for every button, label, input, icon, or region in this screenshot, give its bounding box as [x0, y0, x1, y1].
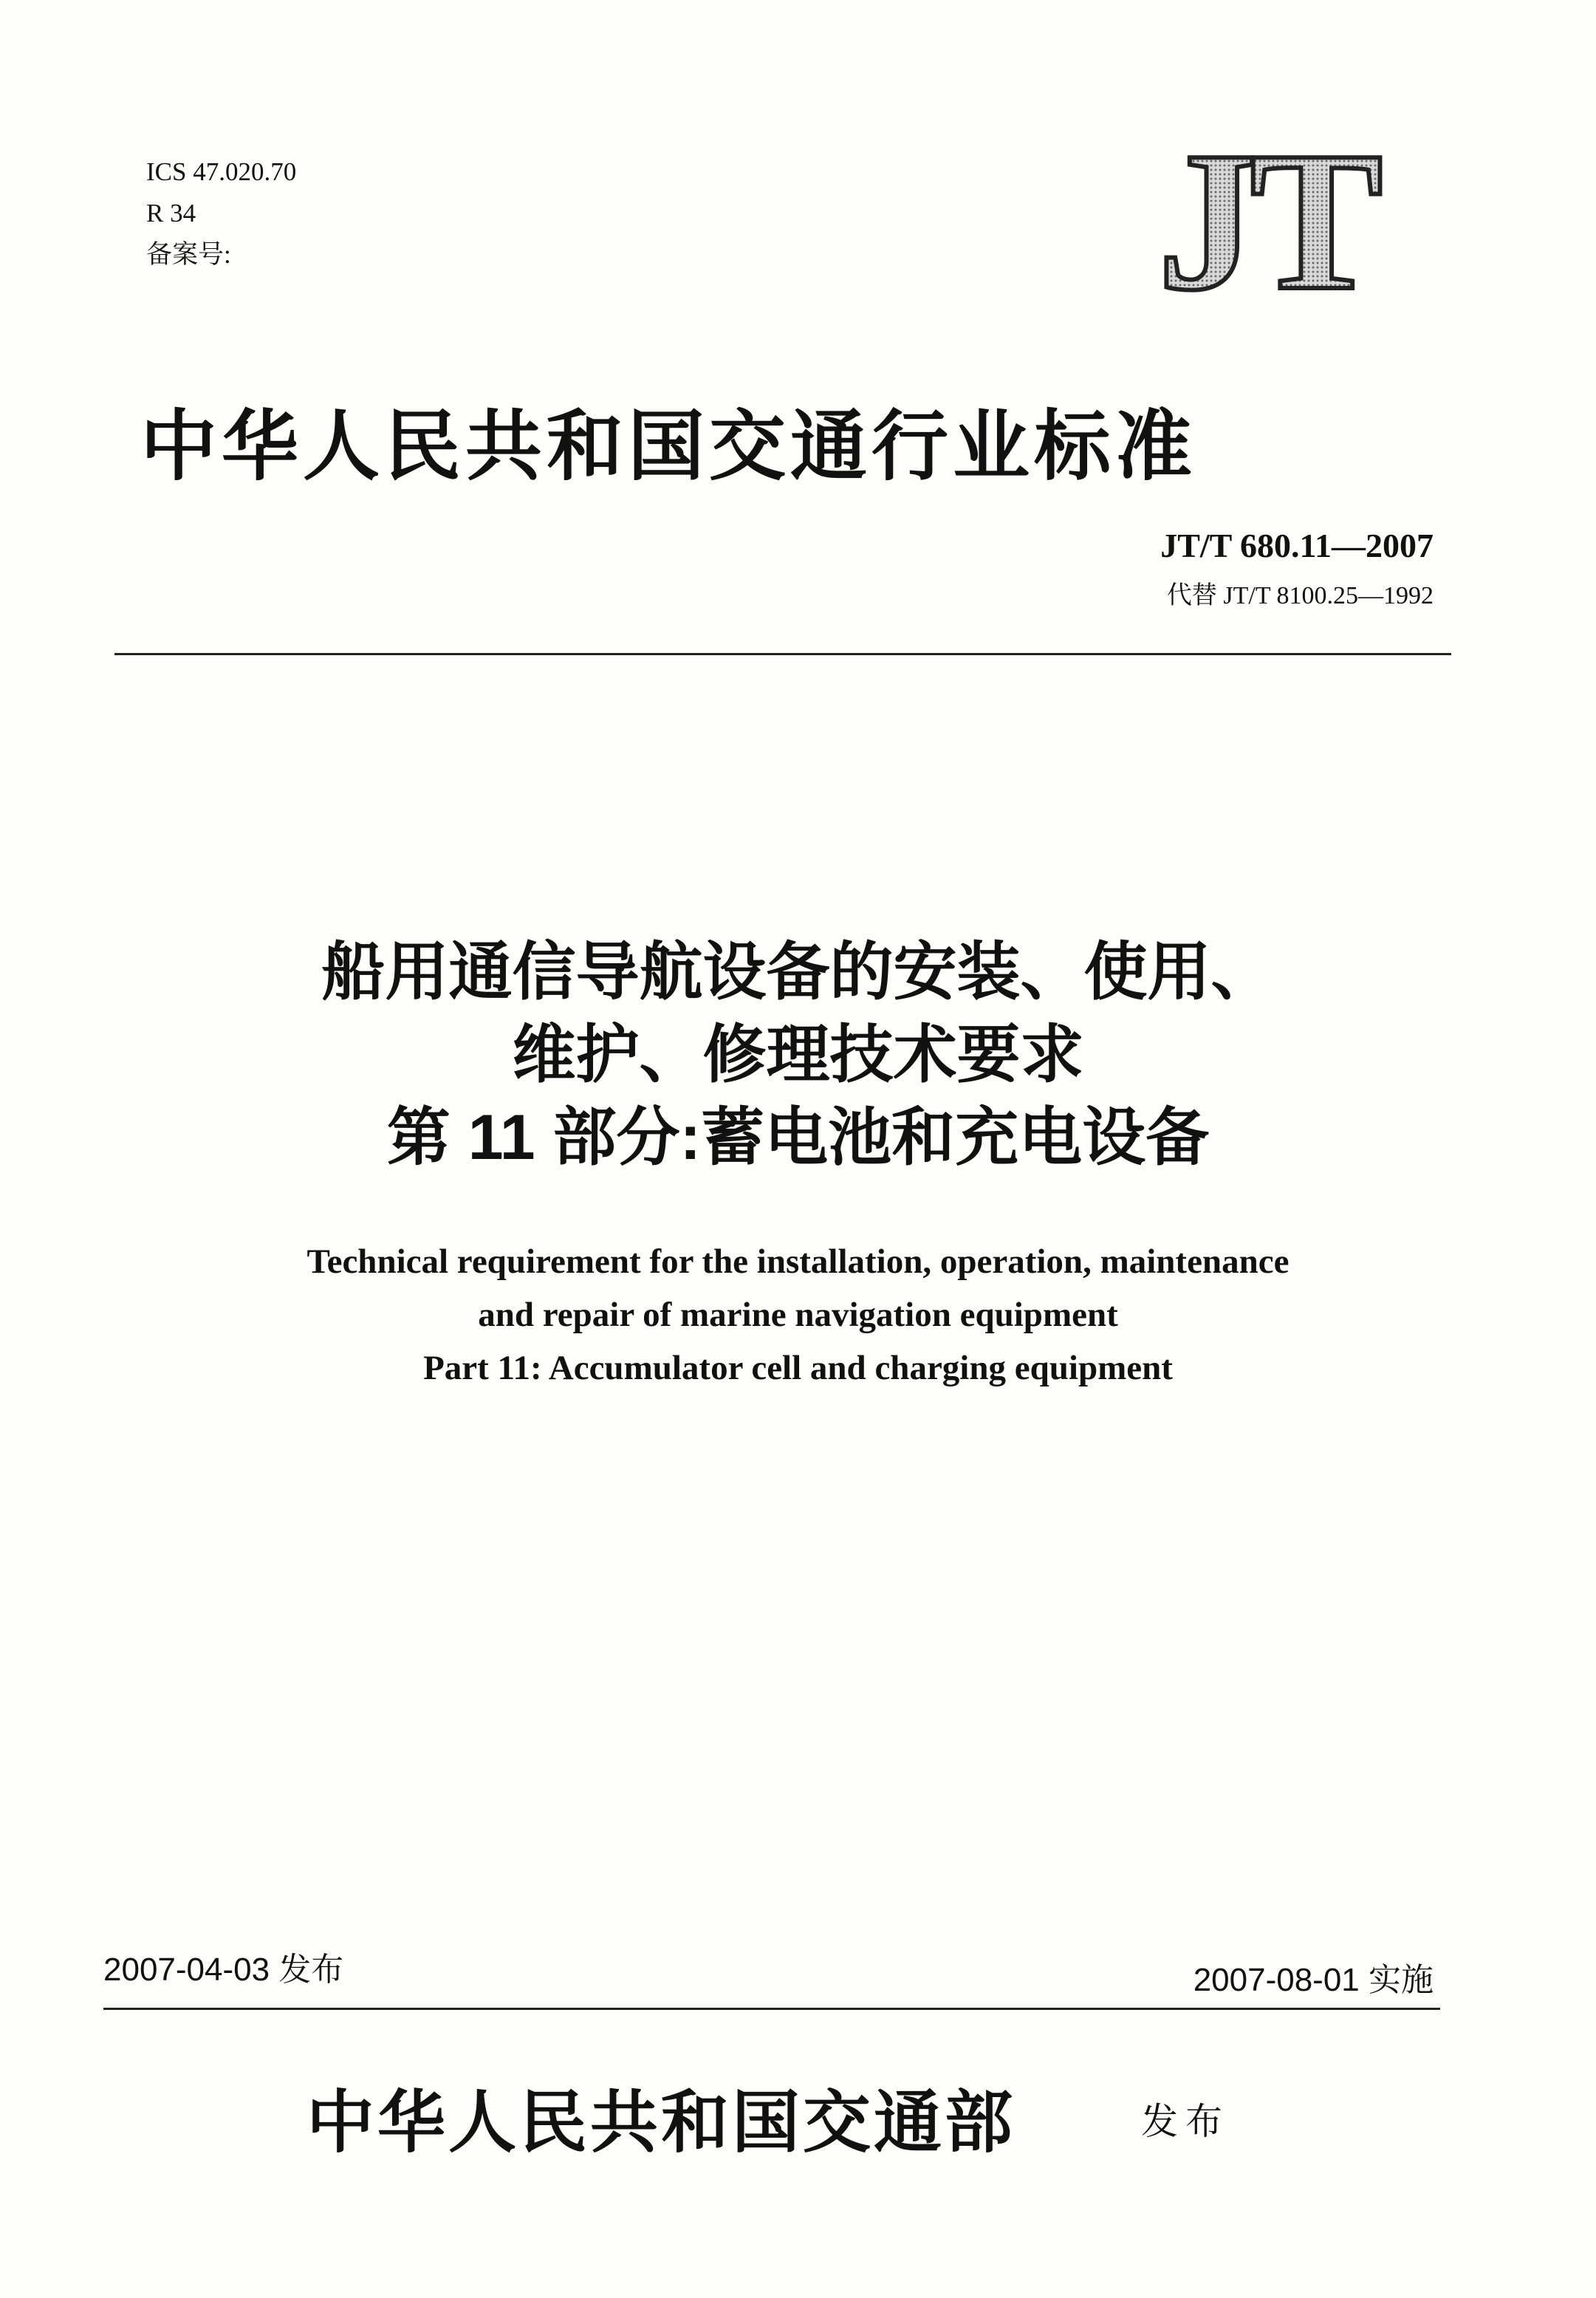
- record-number-label: 备案号:: [146, 240, 231, 269]
- publisher-name: 中华人民共和国交通部: [306, 2085, 1016, 2161]
- english-title: [0, 1235, 1596, 1395]
- ccs-code: R 34: [146, 199, 196, 228]
- replaces-standard: 代替 JT/T 8100.25—1992: [1166, 582, 1434, 609]
- issue-date: 2007-04-03 发布: [103, 1952, 344, 1988]
- publisher-action: 发布: [1141, 2101, 1230, 2142]
- classification-block: [146, 151, 296, 276]
- implementation-date: 2007-08-01 实施: [1193, 1962, 1434, 1998]
- english-title-line-1: Technical requirement for the installation, operation, maintenance: [306, 1242, 1290, 1281]
- english-title-line-3: Part 11: Accumulator cell and charging equipment: [423, 1349, 1173, 1387]
- chinese-title-line-3: 第 11 部分:蓄电池和充电设备: [386, 1102, 1210, 1173]
- chinese-title-line-2: 维护、修理技术要求: [512, 1019, 1084, 1090]
- standard-number: JT/T 680.11—2007: [1160, 527, 1434, 564]
- chinese-title: [0, 931, 1596, 1179]
- footer-divider: [103, 2008, 1440, 2010]
- jt-logo: [1112, 137, 1444, 303]
- ics-code: ICS 47.020.70: [146, 157, 297, 186]
- org-title: 中华人民共和国交通行业标准: [140, 405, 1197, 490]
- chinese-title-line-1: 船用通信导航设备的安装、使用、: [321, 937, 1275, 1008]
- jt-logo-text: JT: [1157, 137, 1376, 303]
- english-title-line-2: and repair of marine navigation equipment: [478, 1296, 1118, 1334]
- header-divider: [114, 653, 1451, 655]
